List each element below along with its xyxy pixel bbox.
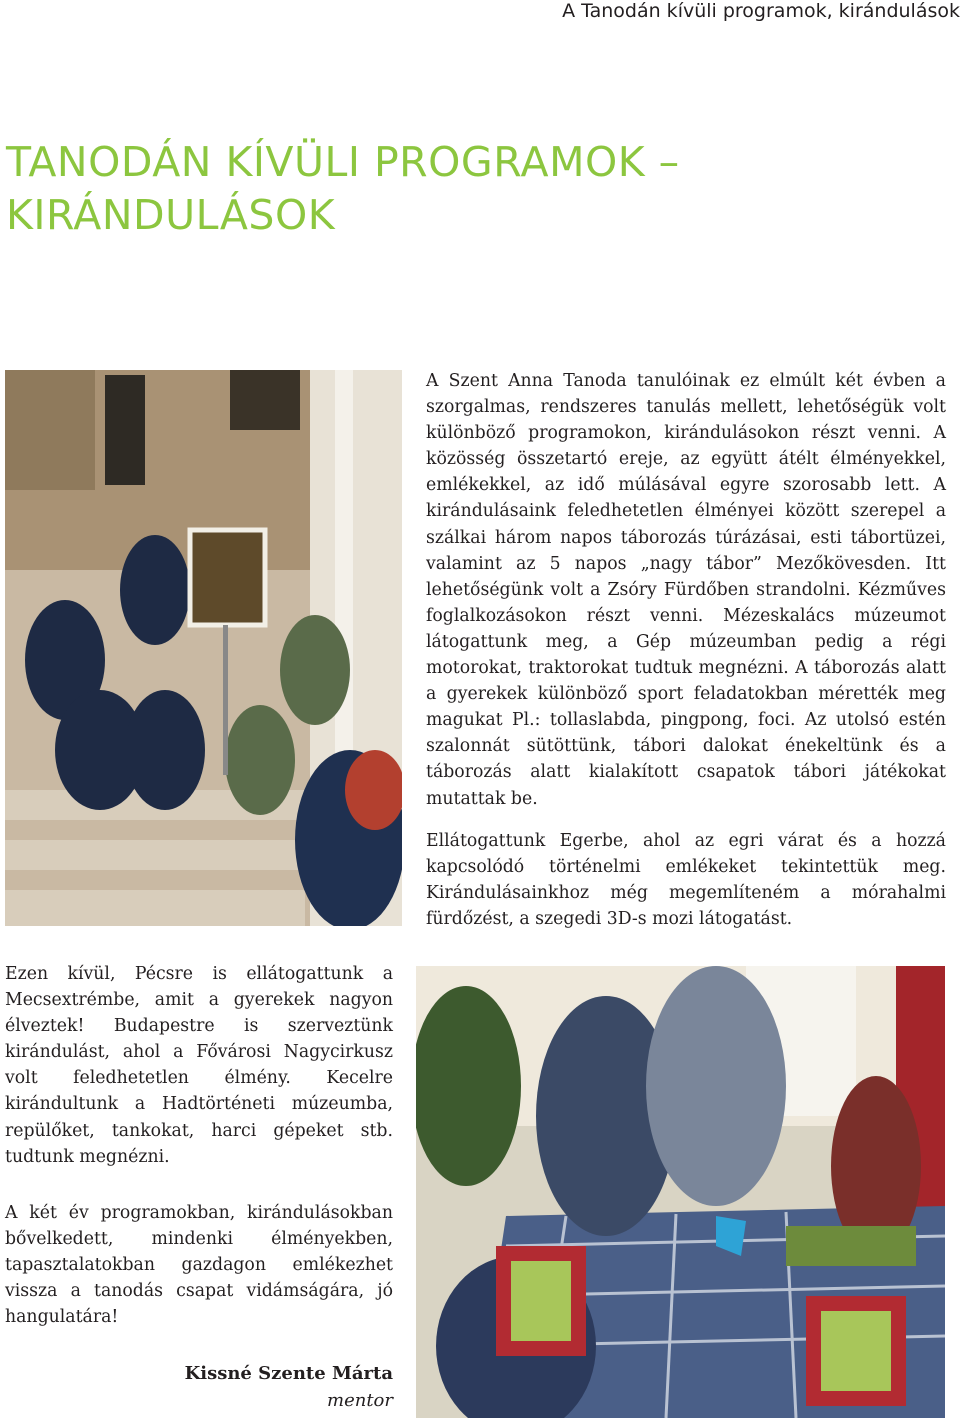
- article-title-line-1: TANODÁN KÍVÜLI PROGRAMOK –: [6, 138, 680, 186]
- article-title-line-2: KIRÁNDULÁSOK: [6, 191, 336, 239]
- author-name: Kissné Szente Márta: [184, 1363, 393, 1384]
- author-signature: [5, 1360, 393, 1414]
- author-role: mentor: [327, 1390, 393, 1411]
- body-paragraph-3: Ezen kívül, Pécsre is ellátogattunk a Mecsextrémbe, amit a gyerekek nagyon élveztek! Budapestre is szerveztünk kirándulást, ahol a Fővárosi Nagycirkusz volt feledhetetlen élmény. Kecelre kirándultunk a Hadtörténeti múzeumba, repülőket, tankokat, harci gépeket stb. tudtunk megnézni.: [5, 964, 393, 1167]
- photo-crafts-workshop: [416, 966, 945, 1418]
- body-paragraph-1: A Szent Anna Tanoda tanulóinak ez elmúlt két évben a szorgalmas, rendszeres tanulás mellett, lehetőségük volt különböző programokon, kirándulásokon részt venni. A közösség összetartó ereje, az együtt átélt élményekkel, emlékekkel, az idő múlásával egyre szorosabb lett. A kirándulásaink feledhetetlen élményei között szerepel a szálkai három napos táborozás túrázásai, esti tábortüzei, valamint az 5 napos „nagy tábor” Mezőkövesden. Itt lehetőségünk volt a Zsóry Fürdőben strandolni. Kézműves foglalkozásokon részt venni. Mézeskalács múzeumot látogattunk meg, a Gép múzeumban pedig a régi motorokat, traktorokat tudtuk megnézni. A táborozás alatt a gyerekek különböző sport feladatokban mérették meg magukat Pl.: tollaslabda, pingpong, foci. Az utolsó estén szalonnát sütöttünk, tábori dalokat énekeltünk és a táborozás alatt kialakított csapatok tábori játékokat mutattak be.: [426, 371, 946, 809]
- photo-group-on-stairs: [5, 370, 402, 926]
- body-paragraph-2: Ellátogattunk Egerbe, ahol az egri várat és a hozzá kapcsolódó történelmi emlékeket tekintettük meg. Kirándulásainkhoz még megemlíteném a mórahalmi fürdőzést, a szegedi 3D-s mozi látogatást.: [426, 831, 946, 930]
- running-header: A Tanodán kívüli programok, kirándulások: [562, 0, 960, 22]
- body-paragraph-4: A két év programokban, kirándulásokban bővelkedett, mindenki élményekben, tapasztalatokban gazdagon emlékezhet vissza a tanodás csapat vidámságára, jó hangulatára!: [5, 1203, 393, 1328]
- article-title: [6, 136, 906, 242]
